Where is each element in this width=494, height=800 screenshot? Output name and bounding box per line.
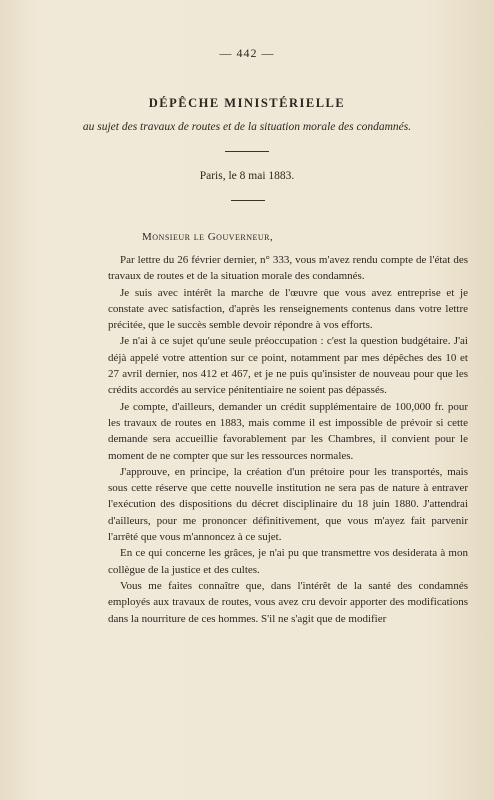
paragraph: En ce qui concerne les grâces, je n'ai pu que transmettre vos desiderata à mon collègue de la justice et des cultes. (108, 547, 468, 576)
salutation: Monsieur le Gouverneur, (142, 231, 274, 243)
paragraph: Je n'ai à ce sujet qu'une seule préoccupation : c'est la question budgétaire. J'ai déjà appelé votre attention sur ce point, notamment par mes dépêches des 10 et 27 avril dernier, nos 412 et 467, et je ne puis qu'insister de nouveau pour que les crédits accordés au service pénitentiaire ne soient pas dépassés. (108, 335, 468, 397)
document-subtitle: au sujet des travaux de routes et de la situation morale des condamnés. (82, 121, 412, 133)
paragraph: Par lettre du 26 février dernier, n° 333, vous m'avez rendu compte de l'état des travaux de routes et de la situation morale des condamnés. (108, 254, 468, 283)
letter-body (108, 252, 468, 627)
document-title: DÉPÊCHE MINISTÉRIELLE (148, 96, 346, 110)
page-number: — 442 — (219, 46, 275, 60)
divider-rule (231, 200, 265, 201)
dateline: Paris, le 8 mai 1883. (199, 170, 295, 182)
divider-rule (225, 151, 269, 152)
paragraph: J'approuve, en principe, la création d'un prétoire pour les transportés, mais sous cette réserve que cette nouvelle institution ne sera pas de nature à entraver l'exécution des dispositions du décret disciplinaire du 18 juin 1880. J'attendrai d'ailleurs, pour me prononcer définitivement, que vous m'ayez fait parvenir l'arrêté que vous m'annoncez à ce sujet. (108, 465, 468, 544)
paragraph: Vous me faites connaître que, dans l'intérêt de la santé des condamnés employés aux travaux de routes, vous avez cru devoir apporter des modifications dans la nourriture de ces hommes. S'il ne s'agit que de modifier (108, 579, 468, 625)
paragraph: Je suis avec intérêt la marche de l'œuvre que vous avez entreprise et je constate avec satisfaction, d'après les renseignements contenus dans votre lettre précitée, que le succès semble devoir répondre à vos efforts. (108, 286, 468, 332)
paragraph: Je compte, d'ailleurs, demander un crédit supplémentaire de 100,000 fr. pour les travaux de routes en 1883, mais comme il est impossible de prévoir si cette demande sera accueillie favorablement par les Chambres, il convient pour le moment de ne compter que sur les ressources normales. (108, 400, 468, 462)
